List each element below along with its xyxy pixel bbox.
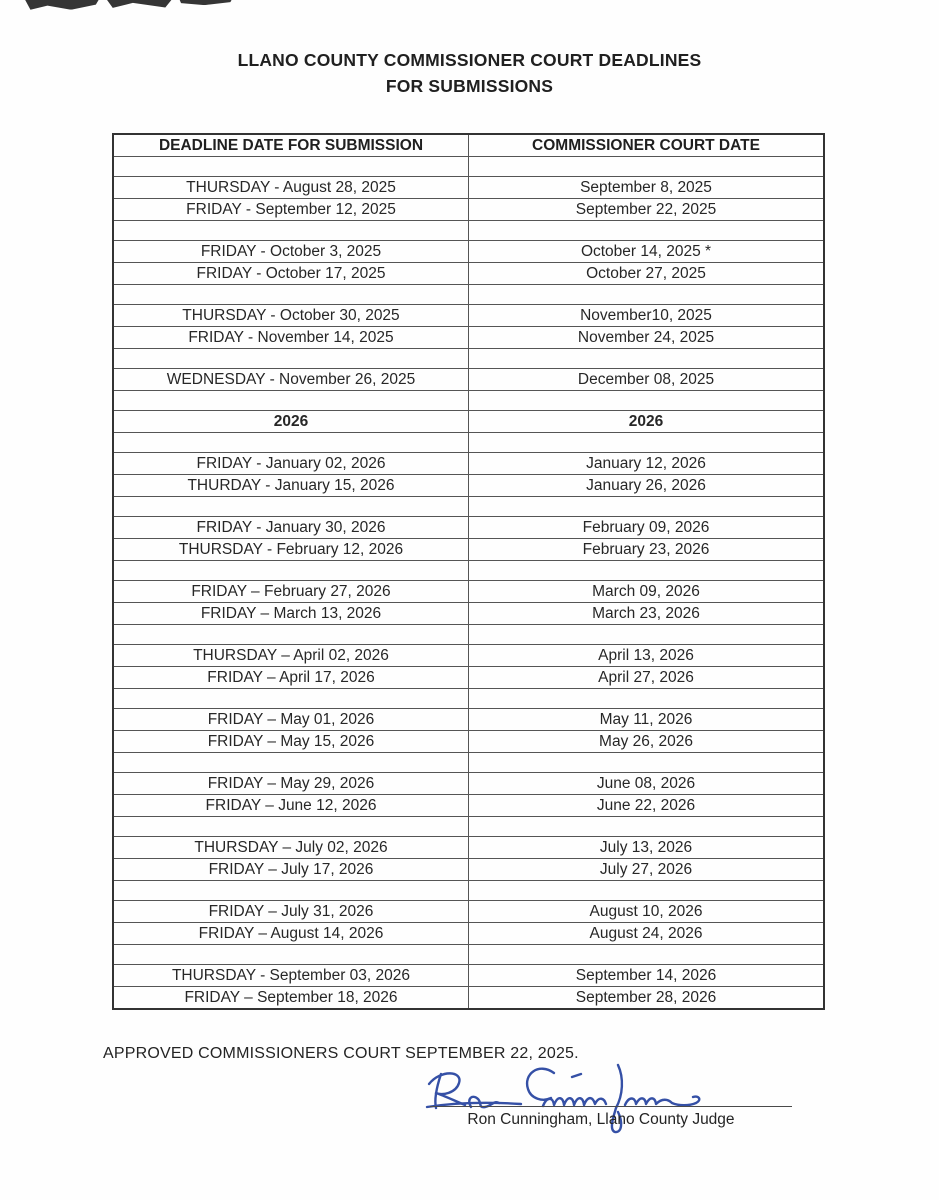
column-header-court-date: COMMISSIONER COURT DATE (469, 134, 825, 157)
spacer-row (113, 817, 824, 837)
deadline-date-cell: THURSDAY – July 02, 2026 (113, 837, 469, 859)
scan-artifact (178, 0, 236, 7)
court-date-cell: April 13, 2026 (469, 645, 825, 667)
deadline-date-cell: THURDAY - January 15, 2026 (113, 475, 469, 497)
court-date-cell: June 08, 2026 (469, 773, 825, 795)
deadline-date-cell: THURSDAY - February 12, 2026 (113, 539, 469, 561)
spacer-row (113, 561, 824, 581)
table-row (113, 177, 824, 199)
deadline-date-cell: FRIDAY – July 17, 2026 (113, 859, 469, 881)
court-date-cell: May 26, 2026 (469, 731, 825, 753)
table-row (113, 773, 824, 795)
court-date-cell: September 8, 2025 (469, 177, 825, 199)
table-row (113, 453, 824, 475)
court-date-cell: February 09, 2026 (469, 517, 825, 539)
deadline-date-cell: 2026 (113, 411, 469, 433)
deadline-date-cell: THURSDAY - October 30, 2025 (113, 305, 469, 327)
deadline-date-cell: FRIDAY – April 17, 2026 (113, 667, 469, 689)
court-date-cell: November 24, 2025 (469, 327, 825, 349)
deadline-date-cell: WEDNESDAY - November 26, 2025 (113, 369, 469, 391)
spacer-cell (469, 881, 825, 901)
spacer-row (113, 157, 824, 177)
deadline-date-cell: FRIDAY - January 30, 2026 (113, 517, 469, 539)
spacer-row (113, 349, 824, 369)
deadline-date-cell: THURSDAY – April 02, 2026 (113, 645, 469, 667)
spacer-cell (113, 285, 469, 305)
spacer-cell (113, 561, 469, 581)
deadline-date-cell: FRIDAY – August 14, 2026 (113, 923, 469, 945)
spacer-row (113, 881, 824, 901)
spacer-cell (469, 391, 825, 411)
table-row (113, 305, 824, 327)
spacer-cell (469, 625, 825, 645)
deadline-date-cell: FRIDAY – May 29, 2026 (113, 773, 469, 795)
court-date-cell: February 23, 2026 (469, 539, 825, 561)
spacer-row (113, 285, 824, 305)
court-date-cell: September 22, 2025 (469, 199, 825, 221)
deadline-date-cell: FRIDAY - November 14, 2025 (113, 327, 469, 349)
table-row (113, 859, 824, 881)
spacer-row (113, 945, 824, 965)
spacer-cell (113, 753, 469, 773)
deadline-date-cell: FRIDAY - September 12, 2025 (113, 199, 469, 221)
deadline-date-cell: FRIDAY – July 31, 2026 (113, 901, 469, 923)
spacer-cell (469, 689, 825, 709)
court-date-cell: December 08, 2025 (469, 369, 825, 391)
court-date-cell: October 14, 2025 * (469, 241, 825, 263)
deadline-date-cell: FRIDAY – May 01, 2026 (113, 709, 469, 731)
table-row (113, 539, 824, 561)
table-row (113, 901, 824, 923)
deadline-date-cell: FRIDAY - October 3, 2025 (113, 241, 469, 263)
court-date-cell: October 27, 2025 (469, 263, 825, 285)
table-row (113, 517, 824, 539)
spacer-cell (113, 689, 469, 709)
deadline-date-cell: FRIDAY - January 02, 2026 (113, 453, 469, 475)
signature-caption: Ron Cunningham, Llano County Judge (467, 1111, 735, 1128)
table-row (113, 241, 824, 263)
table-row (113, 837, 824, 859)
spacer-cell (469, 221, 825, 241)
deadline-date-cell: THURSDAY - September 03, 2026 (113, 965, 469, 987)
deadline-date-cell: THURSDAY - August 28, 2025 (113, 177, 469, 199)
deadline-date-cell: FRIDAY – May 15, 2026 (113, 731, 469, 753)
court-date-cell: August 24, 2026 (469, 923, 825, 945)
spacer-cell (113, 349, 469, 369)
table-row (113, 923, 824, 945)
spacer-cell (113, 391, 469, 411)
table-row (113, 795, 824, 817)
spacer-cell (469, 945, 825, 965)
deadline-date-cell: FRIDAY – September 18, 2026 (113, 987, 469, 1010)
court-date-cell: July 27, 2026 (469, 859, 825, 881)
table-row (113, 731, 824, 753)
table-row (113, 709, 824, 731)
table-row (113, 645, 824, 667)
scan-artifact (24, 0, 102, 11)
approval-note: APPROVED COMMISSIONERS COURT SEPTEMBER 22, 2025. (103, 1045, 579, 1062)
court-date-cell: September 28, 2026 (469, 987, 825, 1010)
table-row (113, 369, 824, 391)
court-date-cell: May 11, 2026 (469, 709, 825, 731)
deadline-date-cell: FRIDAY – February 27, 2026 (113, 581, 469, 603)
court-date-cell: March 09, 2026 (469, 581, 825, 603)
court-date-cell: November10, 2025 (469, 305, 825, 327)
court-date-cell: June 22, 2026 (469, 795, 825, 817)
table-row (113, 199, 824, 221)
court-date-cell: September 14, 2026 (469, 965, 825, 987)
deadline-date-cell: FRIDAY – June 12, 2026 (113, 795, 469, 817)
spacer-cell (469, 157, 825, 177)
spacer-cell (469, 753, 825, 773)
court-date-cell: 2026 (469, 411, 825, 433)
court-date-cell: April 27, 2026 (469, 667, 825, 689)
spacer-cell (469, 817, 825, 837)
table-row (113, 263, 824, 285)
table-row (113, 965, 824, 987)
spacer-cell (113, 817, 469, 837)
court-date-cell: January 12, 2026 (469, 453, 825, 475)
spacer-cell (469, 433, 825, 453)
spacer-cell (113, 157, 469, 177)
page-title-line2: FOR SUBMISSIONS (385, 76, 554, 96)
spacer-row (113, 689, 824, 709)
spacer-cell (113, 625, 469, 645)
year-header-row (113, 411, 824, 433)
spacer-cell (469, 285, 825, 305)
page-title (0, 47, 939, 99)
spacer-cell (113, 433, 469, 453)
signature-line (430, 1106, 792, 1107)
spacer-cell (113, 497, 469, 517)
table-row (113, 987, 824, 1010)
spacer-cell (469, 497, 825, 517)
page-title-line1: LLANO COUNTY COMMISSIONER COURT DEADLINES (237, 50, 702, 70)
spacer-row (113, 625, 824, 645)
column-header-deadline: DEADLINE DATE FOR SUBMISSION (113, 134, 469, 157)
court-date-cell: July 13, 2026 (469, 837, 825, 859)
court-date-cell: January 26, 2026 (469, 475, 825, 497)
table-row (113, 327, 824, 349)
spacer-cell (469, 561, 825, 581)
court-date-cell: August 10, 2026 (469, 901, 825, 923)
table-row (113, 475, 824, 497)
deadlines-table (112, 133, 825, 1010)
scan-artifact (104, 0, 176, 9)
table-header-row (113, 134, 824, 157)
spacer-row (113, 753, 824, 773)
spacer-row (113, 391, 824, 411)
table-row (113, 603, 824, 625)
deadline-date-cell: FRIDAY – March 13, 2026 (113, 603, 469, 625)
spacer-row (113, 433, 824, 453)
table-row (113, 667, 824, 689)
spacer-cell (113, 221, 469, 241)
spacer-cell (113, 881, 469, 901)
deadline-date-cell: FRIDAY - October 17, 2025 (113, 263, 469, 285)
spacer-cell (113, 945, 469, 965)
spacer-row (113, 497, 824, 517)
spacer-cell (469, 349, 825, 369)
spacer-row (113, 221, 824, 241)
deadlines-table-body (113, 157, 824, 1010)
court-date-cell: March 23, 2026 (469, 603, 825, 625)
table-row (113, 581, 824, 603)
